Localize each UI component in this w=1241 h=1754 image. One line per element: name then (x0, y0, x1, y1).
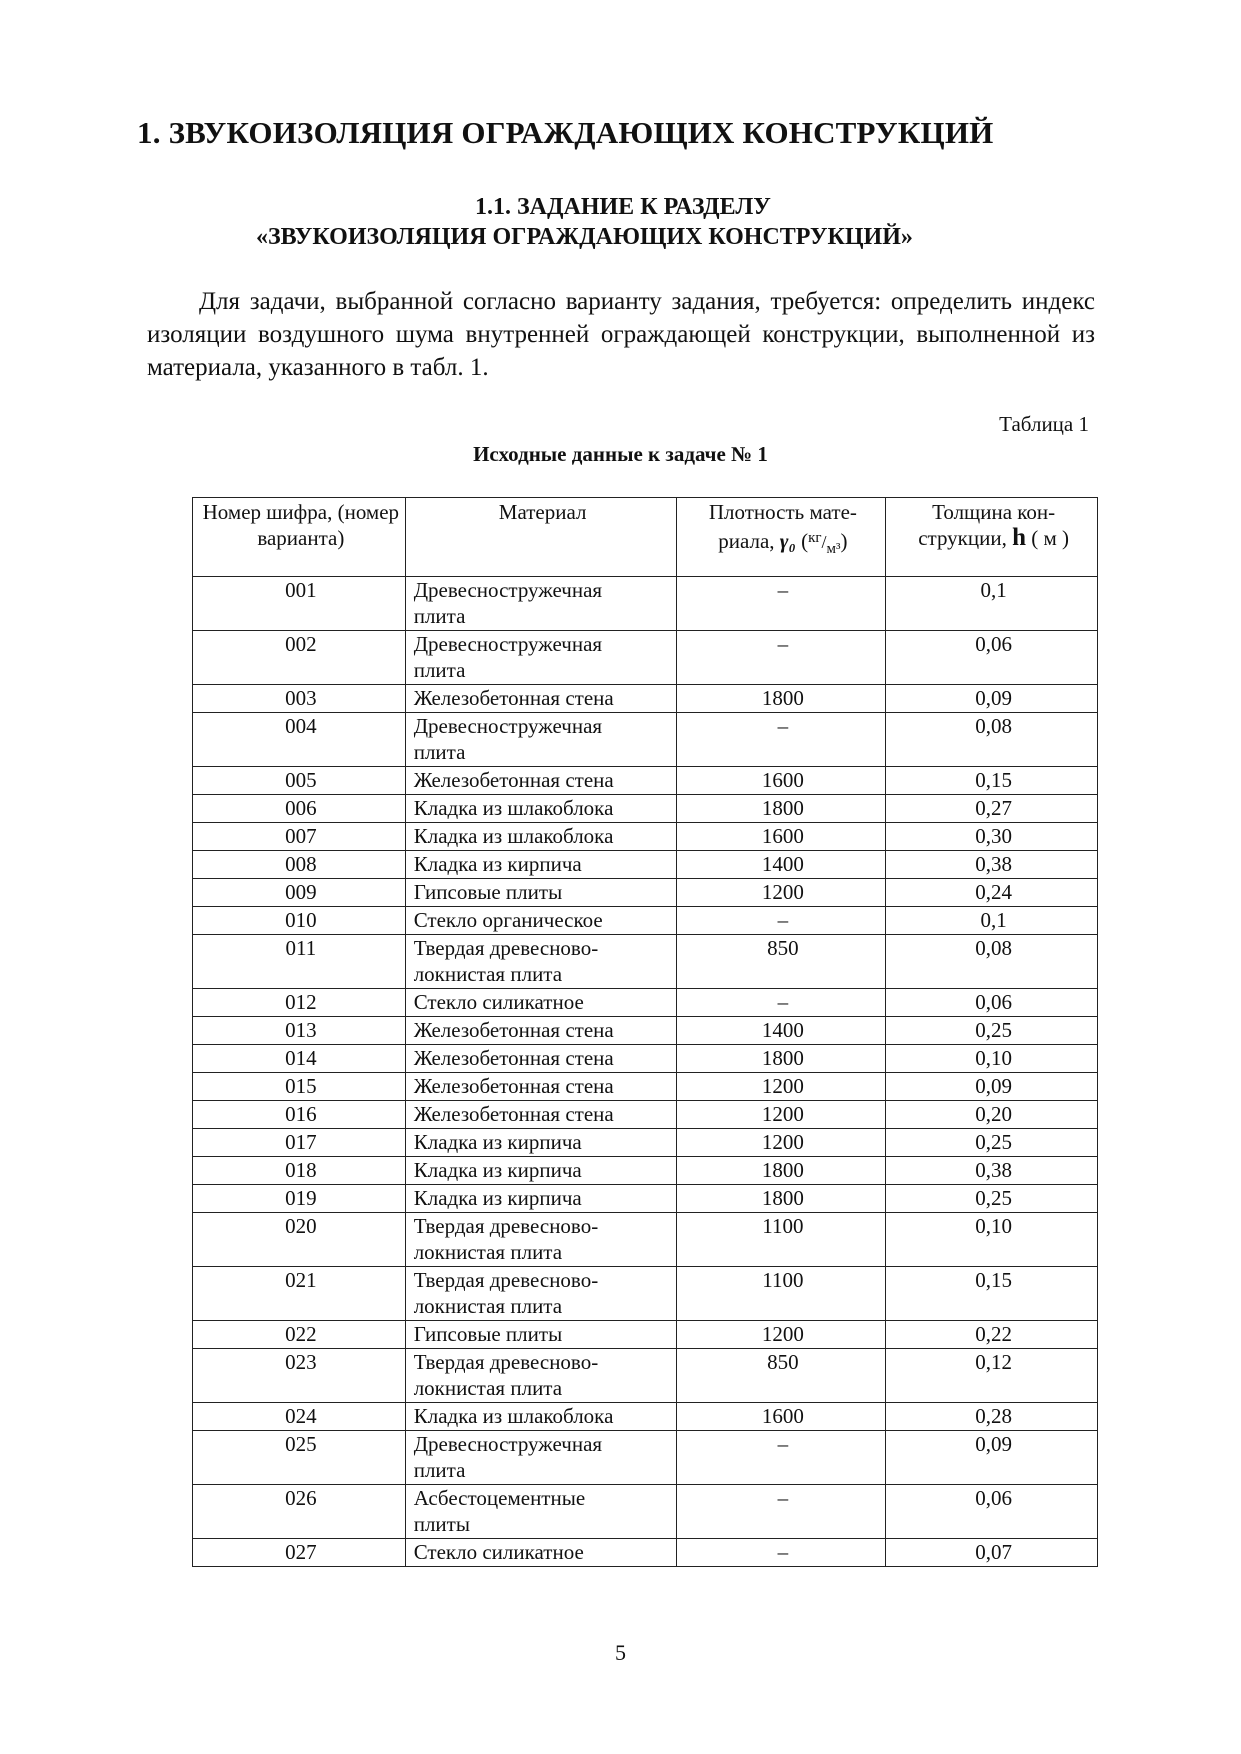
density-cell: 1100 (676, 1267, 886, 1321)
density-cell: 1800 (676, 1045, 886, 1073)
thickness-cell: 0,07 (886, 1539, 1098, 1567)
variant-number-cell: 022 (193, 1321, 406, 1349)
variant-number-cell: 003 (193, 685, 406, 713)
table-row (193, 935, 1098, 989)
variant-number-cell: 005 (193, 767, 406, 795)
table-row (193, 1321, 1098, 1349)
thickness-cell: 0,08 (886, 935, 1098, 989)
thickness-cell: 0,28 (886, 1403, 1098, 1431)
table-row (193, 1485, 1098, 1539)
thickness-cell: 0,1 (886, 577, 1098, 631)
table-row (193, 1431, 1098, 1485)
material-cell: Твердая древесново- локнистая плита (405, 935, 676, 989)
section-title-line2: «ЗВУКОИЗОЛЯЦИЯ ОГРАЖДАЮЩИХ КОНСТРУКЦИЙ» (256, 224, 913, 250)
table-row (193, 879, 1098, 907)
table-row (193, 1157, 1098, 1185)
header-variant-number-text: Номер шифра, (номер варианта) (202, 500, 400, 550)
material-cell: Кладка из шлакоблока (405, 1403, 676, 1431)
material-cell: Стекло силикатное (405, 989, 676, 1017)
thickness-cell: 0,38 (886, 1157, 1098, 1185)
table-row (193, 823, 1098, 851)
variant-number-cell: 019 (193, 1185, 406, 1213)
table-row (193, 713, 1098, 767)
density-cell: – (676, 631, 886, 685)
density-cell: 1800 (676, 795, 886, 823)
thickness-unit: ( м ) (1031, 526, 1070, 550)
density-cell: 1400 (676, 1017, 886, 1045)
variant-number-cell: 016 (193, 1101, 406, 1129)
density-cell: 1200 (676, 1101, 886, 1129)
thickness-cell: 0,27 (886, 795, 1098, 823)
thickness-cell: 0,15 (886, 767, 1098, 795)
table-row (193, 685, 1098, 713)
material-cell: Твердая древесново- локнистая плита (405, 1267, 676, 1321)
density-cell: 1600 (676, 1403, 886, 1431)
density-cell: – (676, 989, 886, 1017)
density-cell: – (676, 1539, 886, 1567)
material-cell: Древесностружечная плита (405, 631, 676, 685)
material-cell: Железобетонная стена (405, 1017, 676, 1045)
material-cell: Кладка из кирпича (405, 1185, 676, 1213)
variant-number-cell: 014 (193, 1045, 406, 1073)
thickness-cell: 0,1 (886, 907, 1098, 935)
variant-number-cell: 023 (193, 1349, 406, 1403)
density-unit-numerator: кг (808, 530, 822, 546)
thickness-cell: 0,24 (886, 879, 1098, 907)
thickness-cell: 0,15 (886, 1267, 1098, 1321)
thickness-cell: 0,06 (886, 631, 1098, 685)
density-cell: 1800 (676, 1185, 886, 1213)
variant-number-cell: 006 (193, 795, 406, 823)
table-row (193, 1129, 1098, 1157)
header-density-text: Плотность мате-риала, (708, 500, 857, 553)
variant-number-cell: 015 (193, 1073, 406, 1101)
thickness-cell: 0,09 (886, 1073, 1098, 1101)
variant-number-cell: 021 (193, 1267, 406, 1321)
variant-number-cell: 002 (193, 631, 406, 685)
density-cell: 1100 (676, 1213, 886, 1267)
density-cell: 1200 (676, 1129, 886, 1157)
fraction-slash: / (821, 532, 827, 552)
material-cell: Железобетонная стена (405, 1045, 676, 1073)
density-unit-denominator: м³ (826, 541, 841, 557)
thickness-cell: 0,25 (886, 1129, 1098, 1157)
variant-number-cell: 025 (193, 1431, 406, 1485)
thickness-cell: 0,25 (886, 1017, 1098, 1045)
page-number: 5 (615, 1640, 626, 1665)
gamma-symbol: γ₀ (779, 529, 796, 553)
variant-number-cell: 027 (193, 1539, 406, 1567)
material-cell: Асбестоцементные плиты (405, 1485, 676, 1539)
thickness-cell: 0,22 (886, 1321, 1098, 1349)
table-row (193, 1017, 1098, 1045)
header-material (405, 498, 676, 577)
variant-number-cell: 020 (193, 1213, 406, 1267)
table-row (193, 989, 1098, 1017)
density-cell: 850 (676, 935, 886, 989)
density-cell: 1200 (676, 1321, 886, 1349)
variant-number-cell: 001 (193, 577, 406, 631)
variant-number-cell: 013 (193, 1017, 406, 1045)
thickness-cell: 0,25 (886, 1185, 1098, 1213)
header-density: Плотность мате-риала, γ₀ $(^{кг}/_{м^3})$ (676, 498, 886, 577)
variant-number-cell: 012 (193, 989, 406, 1017)
thickness-cell: 0,38 (886, 851, 1098, 879)
table-row (193, 1403, 1098, 1431)
variant-number-cell: 007 (193, 823, 406, 851)
material-cell: Железобетонная стена (405, 767, 676, 795)
material-cell: Кладка из кирпича (405, 1157, 676, 1185)
material-cell: Кладка из кирпича (405, 1129, 676, 1157)
table-row (193, 1101, 1098, 1129)
header-variant-number (193, 498, 406, 577)
material-cell: Кладка из шлакоблока (405, 795, 676, 823)
density-cell: – (676, 1485, 886, 1539)
table-body (193, 577, 1098, 1567)
task-paragraph: Для задачи, выбранной согласно варианту задания, требуется: определить индекс изоляции воздушного шума внутренней ограждающей конструкции, выполненной из материала, указанного в табл. 1. (147, 288, 1095, 381)
density-cell: 1800 (676, 685, 886, 713)
density-cell: 850 (676, 1349, 886, 1403)
density-cell: 1200 (676, 879, 886, 907)
thickness-cell: 0,06 (886, 989, 1098, 1017)
variant-number-cell: 011 (193, 935, 406, 989)
variant-number-cell: 004 (193, 713, 406, 767)
table-row (193, 1045, 1098, 1073)
material-cell: Гипсовые плиты (405, 879, 676, 907)
density-cell: – (676, 907, 886, 935)
density-cell: 1800 (676, 1157, 886, 1185)
chapter-title: 1. ЗВУКОИЗОЛЯЦИЯ ОГРАЖДАЮЩИХ КОНСТРУКЦИЙ (137, 115, 994, 150)
variant-number-cell: 018 (193, 1157, 406, 1185)
table-row (193, 1349, 1098, 1403)
table-row (193, 577, 1098, 631)
variant-number-cell: 024 (193, 1403, 406, 1431)
density-cell: 1200 (676, 1073, 886, 1101)
density-cell: 1600 (676, 823, 886, 851)
table-row (193, 1213, 1098, 1267)
h-symbol: h (1012, 524, 1027, 551)
density-cell: 1400 (676, 851, 886, 879)
table-row (193, 851, 1098, 879)
section-title-line1: 1.1. ЗАДАНИЕ К РАЗДЕЛУ (475, 194, 771, 220)
density-cell: – (676, 1431, 886, 1485)
density-cell: – (676, 713, 886, 767)
table-title: Исходные данные к задаче № 1 (473, 442, 768, 466)
material-cell: Стекло силикатное (405, 1539, 676, 1567)
table-label: Таблица 1 (999, 412, 1089, 436)
source-data-table (192, 497, 1098, 1567)
material-cell: Кладка из шлакоблока (405, 823, 676, 851)
table-row (193, 1185, 1098, 1213)
header-thickness-text: Толщина кон-струкции, (918, 500, 1056, 550)
table-row (193, 631, 1098, 685)
table-row (193, 1267, 1098, 1321)
header-thickness (886, 498, 1098, 577)
density-cell: 1600 (676, 767, 886, 795)
thickness-cell: 0,30 (886, 823, 1098, 851)
material-cell: Древесностружечная плита (405, 577, 676, 631)
material-cell: Твердая древесново- локнистая плита (405, 1349, 676, 1403)
thickness-cell: 0,20 (886, 1101, 1098, 1129)
material-cell: Древесностружечная плита (405, 1431, 676, 1485)
table-row (193, 795, 1098, 823)
table-row (193, 1073, 1098, 1101)
thickness-cell: 0,09 (886, 685, 1098, 713)
material-cell: Древесностружечная плита (405, 713, 676, 767)
thickness-cell: 0,12 (886, 1349, 1098, 1403)
section-title (190, 192, 1148, 252)
thickness-cell: 0,08 (886, 713, 1098, 767)
table-row (193, 1539, 1098, 1567)
thickness-cell: 0,10 (886, 1045, 1098, 1073)
material-cell: Гипсовые плиты (405, 1321, 676, 1349)
variant-number-cell: 010 (193, 907, 406, 935)
material-cell: Железобетонная стена (405, 1101, 676, 1129)
material-cell: Железобетонная стена (405, 1073, 676, 1101)
table-header-row (193, 498, 1098, 577)
material-cell: Кладка из кирпича (405, 851, 676, 879)
variant-number-cell: 008 (193, 851, 406, 879)
thickness-cell: 0,10 (886, 1213, 1098, 1267)
variant-number-cell: 017 (193, 1129, 406, 1157)
table-row (193, 767, 1098, 795)
material-cell: Стекло органическое (405, 907, 676, 935)
table-row (193, 907, 1098, 935)
material-cell: Твердая древесново- локнистая плита (405, 1213, 676, 1267)
density-cell: – (676, 577, 886, 631)
header-material-text: Материал (498, 500, 587, 524)
thickness-cell: 0,06 (886, 1485, 1098, 1539)
thickness-cell: 0,09 (886, 1431, 1098, 1485)
variant-number-cell: 009 (193, 879, 406, 907)
variant-number-cell: 026 (193, 1485, 406, 1539)
material-cell: Железобетонная стена (405, 685, 676, 713)
